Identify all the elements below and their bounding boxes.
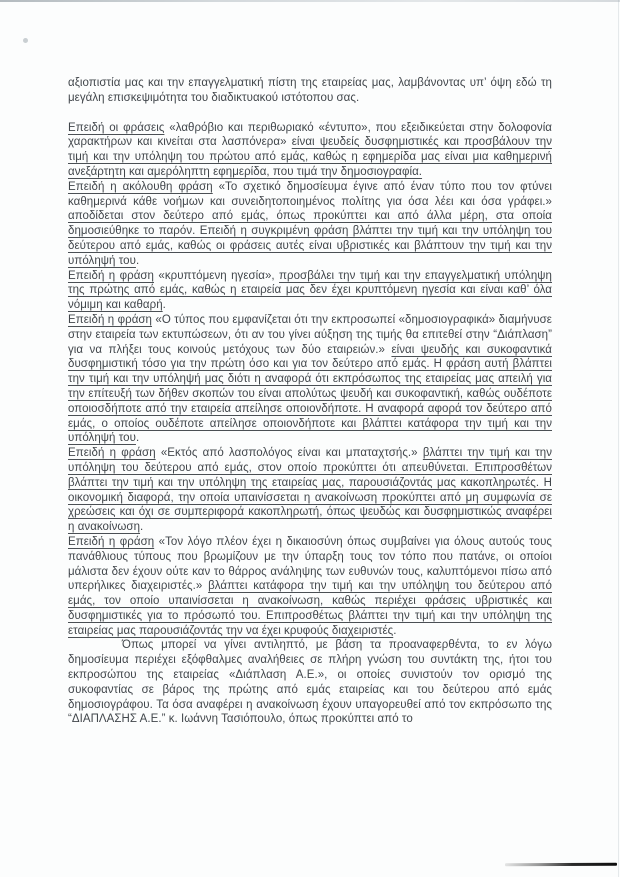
underlined-text-run: Επειδή η φράση (68, 269, 154, 282)
paragraph-8 (68, 638, 552, 727)
text-run: Όπως μπορεί να γίνει αντιληπτό, με βάση τα προαναφερθέντα, το εν λόγω δημοσίευμα περιέχει εξόφθαλμες αναλήθειες σε πλήρη γνώση του συντάκτη της, ήτοι του εκπροσώπου της εταιρείας «Διάπλαση Α.Ε.», οι οποίες συνιστούν τον ορισμό της συκοφαντίας σε βάρος της πρώτης από εμάς εταιρείας και του δεύτερου από εμάς δημοσιογράφου. Τα όσα αναφέρει η ανακοίνωση έχουν υπαγορευθεί από τον εκπρόσωπο της “ΔΙΑΠΛΑΣΗΣ Α.Ε.” κ. Ιωάννη Τασιόπουλο, όπως προκύπτει από το (68, 639, 552, 726)
underlined-text-run: Επειδή η φράση (68, 535, 155, 548)
text-run: αξιοπιστία μας και την επαγγελματική πίστη της εταιρείας μας, λαμβάνοντας υπ’ όψη εδώ τη μεγάλη επισκεψιμότητα του διαδικτυακού ιστότοπου σας. (68, 77, 552, 104)
text-run: «Εκτός από λασπολόγος είναι και μπαταχτσής.» (155, 447, 423, 460)
underlined-text-run: είναι ψευδείς δυσφημιστικές και προσβάλουν την τιμή και την υπόληψη του πρώτου από εμάς, καθώς η εφημερίδα μας είναι μια καθημερινή ανεξάρτητη και αμερόληπτη εφημερίδα, που τιμά την δημοσιογραφία. (68, 136, 552, 178)
text-run: . (140, 521, 144, 534)
scan-artifact-top-edge (0, 0, 620, 2)
paragraph-4 (68, 269, 552, 313)
paragraph-7 (68, 535, 552, 639)
paragraph-5 (68, 313, 552, 446)
paragraph-6 (68, 446, 552, 535)
text-run: «Τον λόγο πλέον έχει η δικαιοσύνη όπως συμβαίνει για όλους αυτούς τους πανάθλιους τύπους που βρωμίζουν με την ύπαρξη τους τον τόπο που πατάνε, οι οποίοι μάλιστα δεν έχουν ούτε καν το θάρρος ανάληψης των ευθυνών τους, καλυπτόμενοι πίσω από υπερήλικες διαχειριστές.» (68, 535, 552, 593)
underlined-text-run: βλάπτει την τιμή και την υπόληψη του δεύτερου από εμάς, στον οποίο προκύπτει ότι απευθύνεται. Επιπροσθέτων βλάπτει την τιμή και την υπόληψη της εταιρείας μας, παρουσιάζοντάς μας κακοπληρωτές. Η οικονομική διαφορά, την οποία υπαινίσσεται η ανακοίνωση προκύπτει από μη συμφωνία σε χρεώσεις και όχι σε συμπεριφορά κακοπληρωτή, όπως ψευδώς και δυσφημιστικώς αναφέρει η ανακοίνωση (68, 447, 552, 534)
scan-artifact-bottom-line (505, 863, 617, 866)
underlined-text-run: Επειδή η φράση (68, 447, 156, 460)
underlined-text-run: Επειδή οι φράσεις (68, 121, 165, 134)
scan-artifact-speck (23, 38, 28, 43)
underlined-text-run: αποδίδεται στον δεύτερο από εμάς, όπως προκύπτει και από άλλα μέρη, στα οποία δημοσιεύθηκε το παρόν. Επειδή η συγκριμένη φράση βλάπτει την τιμή και την υπόληψη του δεύτερου από εμάς, καθώς οι φράσεις αυτές είναι υβριστικές και βλάπτουν την τιμή και την υπόληψή του (68, 210, 552, 267)
text-run: «Το σχετικό δημοσίευμα έγινε από έναν τύπο που τον φτύνει καθημερινά κάθε νοήμων και συνειδητοποιημένος πολίτης για όσα λέει και όσα γράφει.» (68, 180, 552, 208)
paragraph-2 (68, 121, 552, 180)
underlined-text-run: προσβάλει την τιμή και την επαγγελματική υπόληψη της πρώτης από εμάς, καθώς η εταιρεία μας δεν έχει κρυπτόμενη ηγεσία και είναι καθ’ όλα νόμιμη και καθαρή (68, 269, 552, 312)
text-run: «λαθρόβιο και περιθωριακό «έντυπο», που εξειδικεύεται στην δολοφονία χαρακτήρων και κινείται στα λασπόνερα» (68, 121, 552, 149)
paragraph-1 (68, 76, 552, 106)
underlined-text-run: Επειδή η ακόλουθη φράση (68, 180, 213, 193)
underlined-text-run: είναι ψευδής και συκοφαντικά δυσφημιστική τόσο για την πρώτη όσο και για τον δεύτερο από εμάς. Η φράση αυτή βλάπτει την τιμή και την υπόληψή μας διότι η αναφορά ότι εκπρόσωπος της εταιρείας μας απειλή για την επίτευξή των δήθεν σκοπών του είναι απολύτως ψευδή και συκοφαντική, καθώς ουδέποτε οποιοσδήποτε από την εταιρεία απείλησε οποιονδήποτε. Η αναφορά αφορά τον δεύτερο από εμάς, ο οποίος ουδέποτε απείλησε οποιονδήποτε και βλάπτει κατάφορα την τιμή και την υπόληψή του (68, 343, 552, 445)
text-run: . (393, 624, 397, 637)
underlined-text-run: Επειδή η φράση (68, 313, 153, 326)
underlined-text-run: βλάπτει κατάφορα την τιμή και την υπόληψη του δεύτερου από εμάς, τον οποίο υπαινίσσεται η ανακοίνωση, καθώς περιέχει φράσεις υβριστικές και δυσφημιστικές για το πρόσωπό του. Επιπροσθέτως βλάπτει την τιμή και την υπόληψη της εταιρείας μας παρουσιάζοντάς την να έχει κρυφούς διαχειριστές (68, 580, 552, 637)
paragraph-3 (68, 180, 552, 269)
text-run: «Ο τύπος που εμφανίζεται ότι την εκπροσωπεί «δημοσιογραφικά» διαμήνυσε στην εταιρεία των εκτυπώσεων, ότι αν του γίνει αύξηση της τιμής θα επιτεθεί στην “Διάπλαση” για να πλήξει τους κοινούς μετόχους των δύο εταιρειών.» (68, 313, 552, 356)
scan-artifact-right-edge (618, 0, 619, 877)
text-run: . (135, 432, 140, 445)
text-run: «κρυπτόμενη ηγεσία», (154, 269, 280, 282)
text-run: . (135, 254, 140, 267)
text-run: . (162, 299, 166, 312)
document-body (68, 76, 552, 727)
